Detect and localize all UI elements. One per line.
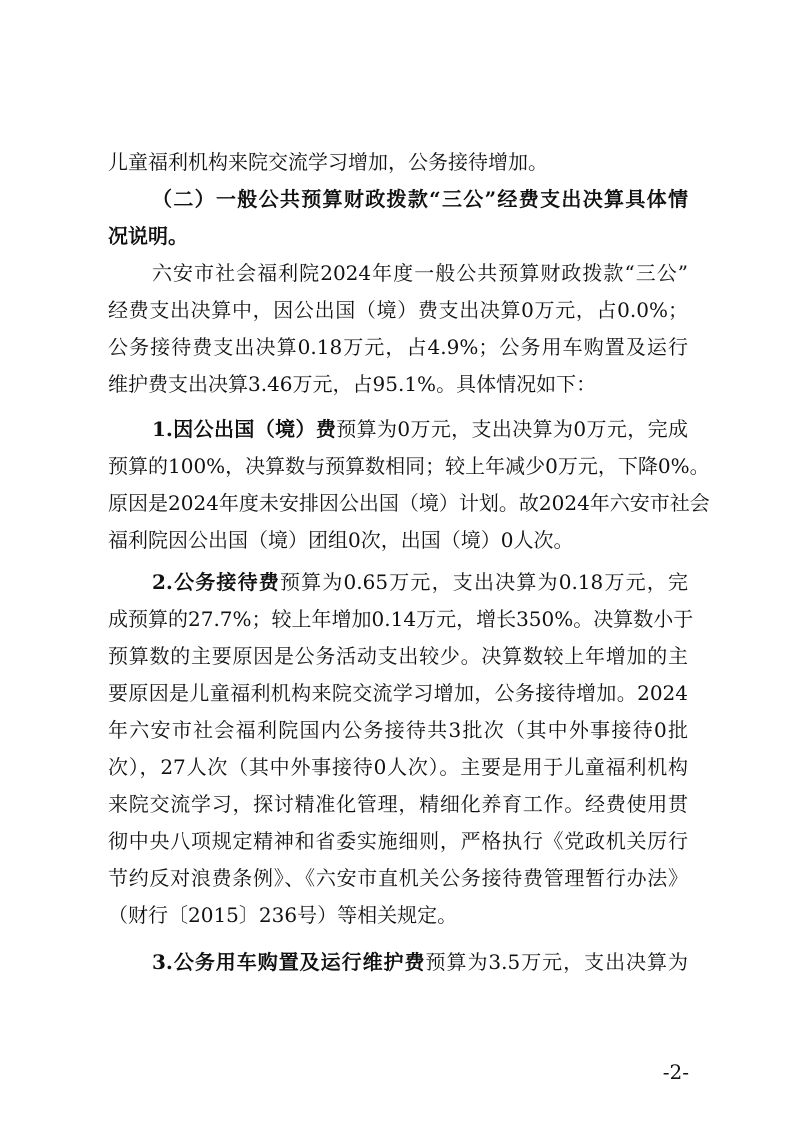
heading-line: （二）一般公共预算财政拨款“三公”经费支出决算具体情 <box>152 187 688 211</box>
text-line: 预算的100%，决算数与预算数相同；较上年减少0万元，下降0%。 <box>108 454 710 478</box>
text-line: 年六安市社会福利院国内公务接待共3批次（其中外事接待0批 <box>108 718 688 742</box>
text-line: 次），27人次（其中外事接待0人次）。主要是用于儿童福利机构 <box>108 755 688 779</box>
item-3-paragraph <box>108 944 688 981</box>
text-line: （财行〔2015〕236号）等相关规定。 <box>108 903 458 927</box>
text-line: 节约反对浪费条例》、《六安市直机关公务接待费管理暂行办法》 <box>108 866 688 890</box>
text-line: 原因是2024年度未安排因公出国（境）计划。故2024年六安市社会 <box>108 491 710 515</box>
text-line: 要原因是儿童福利机构来院交流学习增加，公务接待增加。2024 <box>108 681 688 705</box>
item-1-paragraph <box>108 411 710 559</box>
text-line: 预算数的主要原因是公务活动支出较少。决算数较上年增加的主 <box>108 644 688 668</box>
text-line: 来院交流学习，探讨精准化管理，精细化养育工作。经费使用贯 <box>108 792 688 816</box>
item-2-paragraph <box>108 564 694 934</box>
item-2-first-line: 预算为0.65万元，支出决算为0.18万元，完 <box>279 570 688 594</box>
item-2-label: 2.公务接待费 <box>152 570 280 594</box>
item-3-first-line: 预算为3.5万元，支出决算为 <box>425 950 688 974</box>
paragraph-continuation <box>108 144 688 181</box>
text-line: 公务接待费支出决算0.18万元，占4.9%；公务用车购置及运行 <box>108 335 688 359</box>
item-1-first-line: 预算为0万元，支出决算为0万元，完成 <box>336 417 688 441</box>
text-line: 儿童福利机构来院交流学习增加，公务接待增加。 <box>108 150 548 174</box>
text-line: 维护费支出决算3.46万元，占95.1%。具体情况如下： <box>108 372 597 396</box>
page-number: -2- <box>662 1060 689 1084</box>
text-line <box>108 411 688 448</box>
text-line: 经费支出决算中，因公出国（境）费支出决算0万元，占0.0%； <box>108 298 688 322</box>
intro-paragraph <box>108 255 688 403</box>
text-line: 六安市社会福利院2024年度一般公共预算财政拨款“三公” <box>152 261 688 285</box>
heading-line: 况说明。 <box>108 224 188 248</box>
text-line: 成预算的27.7%；较上年增加0.14万元，增长350%。决算数小于 <box>108 607 694 631</box>
text-line: 福利院因公出国（境）团组0次，出国（境）0人次。 <box>108 528 574 552</box>
item-3-label: 3.公务用车购置及运行维护费 <box>152 950 426 974</box>
text-line <box>108 944 688 981</box>
text-line: 彻中央八项规定精神和省委实施细则，严格执行《党政机关厉行 <box>108 829 688 853</box>
text-line <box>108 564 688 601</box>
section-heading <box>108 181 688 255</box>
item-1-label: 1.因公出国（境）费 <box>152 417 337 441</box>
